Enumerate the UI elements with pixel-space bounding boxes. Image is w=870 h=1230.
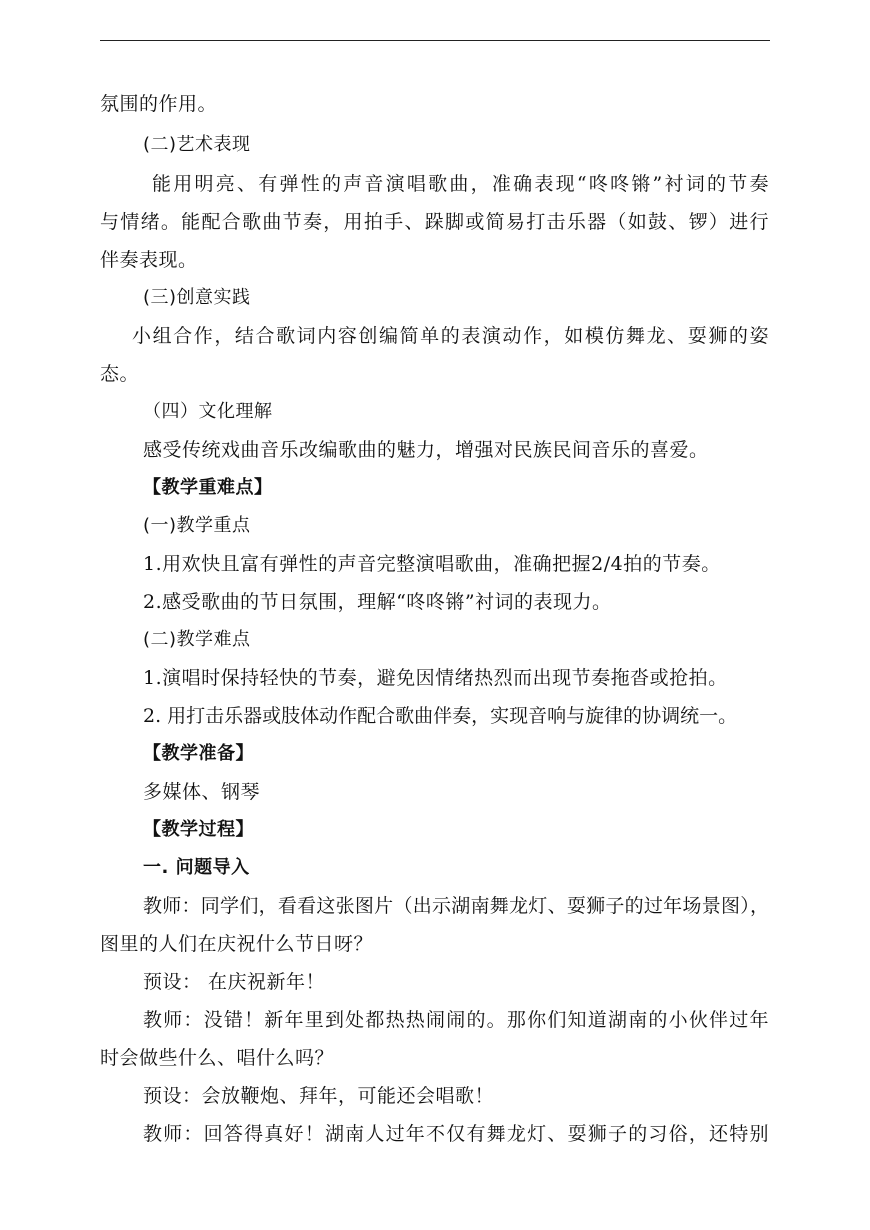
paragraph-line: 伴奏表现。 bbox=[100, 249, 198, 271]
paragraph-line: 与情绪。能配合歌曲节奏，用拍手、跺脚或简易打击乐器（如鼓、锣）进行 bbox=[100, 211, 769, 233]
list-item: 1.演唱时保持轻快的节奏，避免因情绪热烈而出现节奏拖沓或抢拍。 bbox=[143, 667, 728, 689]
section-title: 【教学过程】 bbox=[143, 819, 254, 840]
paragraph-line: 预设： 在庆祝新年！ bbox=[143, 971, 326, 993]
list-item: 1.用欢快且富有弹性的声音完整演唱歌曲，准确把握2/4拍的节奏。 bbox=[143, 553, 721, 575]
paragraph-line: 预设：会放鞭炮、拜年，可能还会唱歌！ bbox=[143, 1085, 495, 1107]
paragraph-line: 态。 bbox=[100, 363, 140, 385]
section-heading: (二)艺术表现 bbox=[143, 134, 251, 155]
paragraph-line: 能用明亮、有弹性的声音演唱歌曲，准确表现“咚咚锵”衬词的节奏 bbox=[152, 173, 769, 195]
paragraph-line: 教师：同学们，看看这张图片（出示湖南舞龙灯、耍狮子的过年场景图）， bbox=[143, 895, 769, 917]
section-heading: 一. 问题导入 bbox=[143, 857, 250, 878]
list-item: 2. 用打击乐器或肢体动作配合歌曲伴奏，实现音响与旋律的协调统一。 bbox=[143, 705, 738, 727]
header-rule bbox=[100, 40, 770, 41]
paragraph-line: 小组合作，结合歌词内容创编简单的表演动作，如模仿舞龙、耍狮的姿 bbox=[132, 325, 769, 347]
paragraph-line: 时会做些什么、唱什么吗？ bbox=[100, 1047, 335, 1069]
section-title: 【教学准备】 bbox=[143, 743, 254, 764]
section-heading: (三)创意实践 bbox=[143, 287, 251, 308]
section-heading: （四）文化理解 bbox=[143, 401, 273, 422]
paragraph-line: 感受传统戏曲音乐改编歌曲的魅力，增强对民族民间音乐的喜爱。 bbox=[143, 439, 709, 461]
section-title: 【教学重难点】 bbox=[143, 477, 273, 498]
paragraph-line: 氛围的作用。 bbox=[100, 93, 218, 115]
paragraph-line: 教师：没错！新年里到处都热热闹闹的。那你们知道湖南的小伙伴过年 bbox=[143, 1009, 769, 1031]
section-heading: (一)教学重点 bbox=[143, 515, 251, 536]
paragraph-line: 多媒体、钢琴 bbox=[143, 781, 261, 803]
paragraph-line: 教师：回答得真好！湖南人过年不仅有舞龙灯、耍狮子的习俗，还特别 bbox=[143, 1123, 769, 1145]
paragraph-line: 图里的人们在庆祝什么节日呀？ bbox=[100, 933, 374, 955]
list-item: 2.感受歌曲的节日氛围，理解“咚咚锵”衬词的表现力。 bbox=[143, 591, 612, 613]
section-heading: (二)教学难点 bbox=[143, 629, 251, 650]
